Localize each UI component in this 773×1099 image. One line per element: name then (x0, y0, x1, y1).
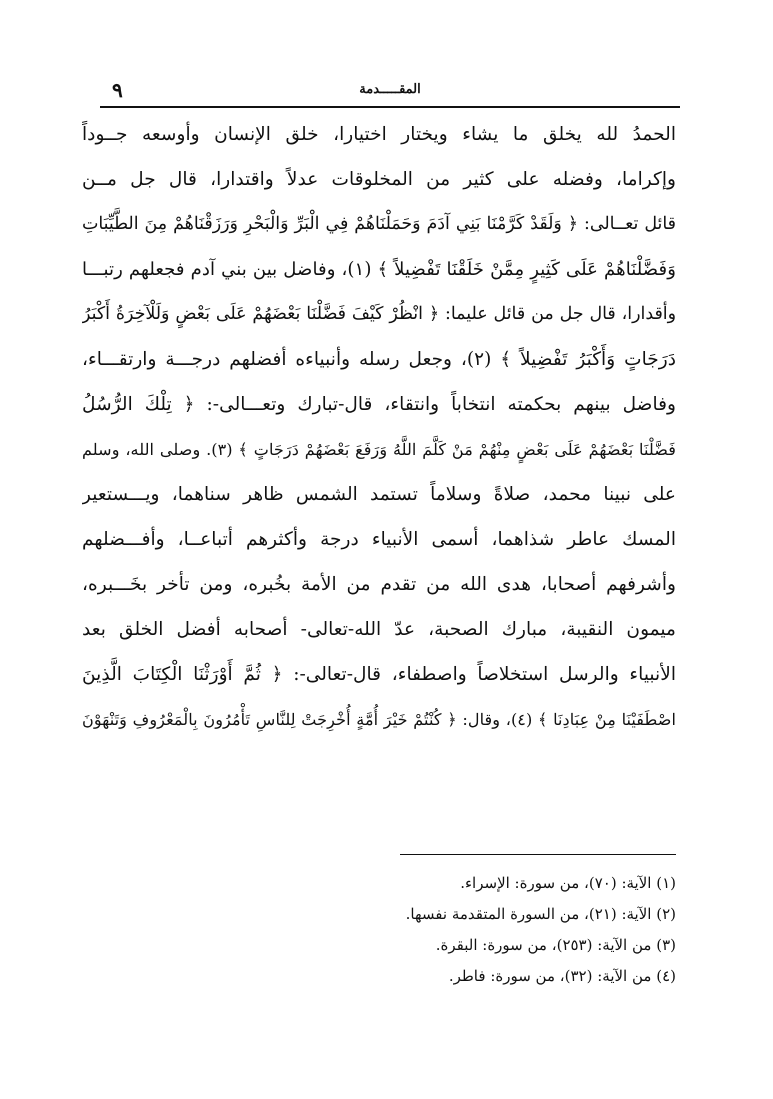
text-line: ميمون النقيبة، مبارك الصحبة، عدّ الله-تعالى- أصحابه أفضل الخلق بعد (82, 619, 676, 640)
text-line: الحمدُ لله يخلق ما يشاء ويختار اختيارا، خلق الإنسان وأوسعه جــوداً (82, 124, 676, 145)
text-line: اصْطَفَيْنَا مِنْ عِبَادِنَا ﴾ (٤)، وقال: ﴿ كُنْتُمْ خَيْرَ أُمَّةٍ أُخْرِجَتْ لِلنَّاسِ تَأْمُرُونَ بِالْمَعْرُوفِ وَتَنْهَوْنَ (82, 710, 676, 729)
text-line: دَرَجَاتٍ وَأَكْبَرُ تَفْضِيلاً ﴾ (٢)، وجعل رسله وأنبياءه أفضلهم درجـــة وارتقـــاء، (82, 349, 676, 370)
text-line: فَضَّلْنَا بَعْضَهُمْ عَلَى بَعْضٍ مِنْهُمْ مَنْ كَلَّمَ اللَّهُ وَرَفَعَ بَعْضَهُمْ دَرَجَاتٍ ﴾ (٣). وصلى الله، وسلم (82, 440, 676, 459)
running-title: المقـــــدمة (359, 82, 421, 97)
text-line: وإكراما، وفضله على كثير من المخلوقات عدلاً واقتدارا، قال جل مــن (82, 169, 676, 190)
text-line: قائل تعــالى: ﴿ وَلَقَدْ كَرَّمْنَا بَنِي آدَمَ وَحَمَلْنَاهُمْ فِي الْبَرِّ وَالْبَحْرِ وَرَزَقْنَاهُمْ مِنَ الطَّيِّبَاتِ (82, 214, 676, 234)
footnotes (300, 868, 676, 992)
text-line: المسك عاطر شذاهما، أسمى الأنبياء درجة وأكثرهم أتباعــا، وأفـــضلهم (82, 529, 676, 550)
text-line: وَفَضَّلْنَاهُمْ عَلَى كَثِيرٍ مِمَّنْ خَلَقْنَا تَفْضِيلاً ﴾ (١)، وفاضل بين بني آدم فجعلهم رتبـــا (82, 259, 676, 280)
footnote-rule (400, 854, 676, 855)
text-line: على نبينا محمد، صلاةً وسلاماً تستمد الشمس ظاهر سناهما، ويـــستعير (82, 484, 676, 505)
footnote: (٢) الآية: (٢١)، من السورة المتقدمة نفسها. (405, 905, 676, 923)
footnote: (٤) من الآية: (٣٢)، من سورة: فاطر. (448, 967, 676, 985)
page-number: ٩ (112, 78, 123, 102)
footnote: (٣) من الآية: (٢٥٣)، من سورة: البقرة. (435, 936, 676, 954)
text-line: وأشرفهم أصحابا، هدى الله من تقدم من الأمة بخُبره، ومن تأخر بخَـــبره، (82, 574, 676, 595)
footnote: (١) الآية: (٧٠)، من سورة: الإسراء. (460, 874, 676, 892)
text-line: الأنبياء والرسل استخلاصاً واصطفاء، قال-تعالى-: ﴿ ثُمَّ أَوْرَثْنَا الْكِتَابَ الَّذِينَ (82, 664, 676, 685)
text-line: وفاضل بينهم بحكمته انتخاباً وانتقاء، قال-تبارك وتعـــالى-: ﴿ تِلْكَ الرُّسُلُ (82, 394, 676, 415)
header-rule (100, 106, 680, 108)
body-text (82, 112, 676, 742)
page-header (100, 74, 680, 106)
text-line: وأقدارا، قال جل من قائل عليما: ﴿ انْظُرْ كَيْفَ فَضَّلْنَا بَعْضَهُمْ عَلَى بَعْضٍ وَلَلْآخِرَةُ أَكْبَرُ (82, 304, 676, 324)
